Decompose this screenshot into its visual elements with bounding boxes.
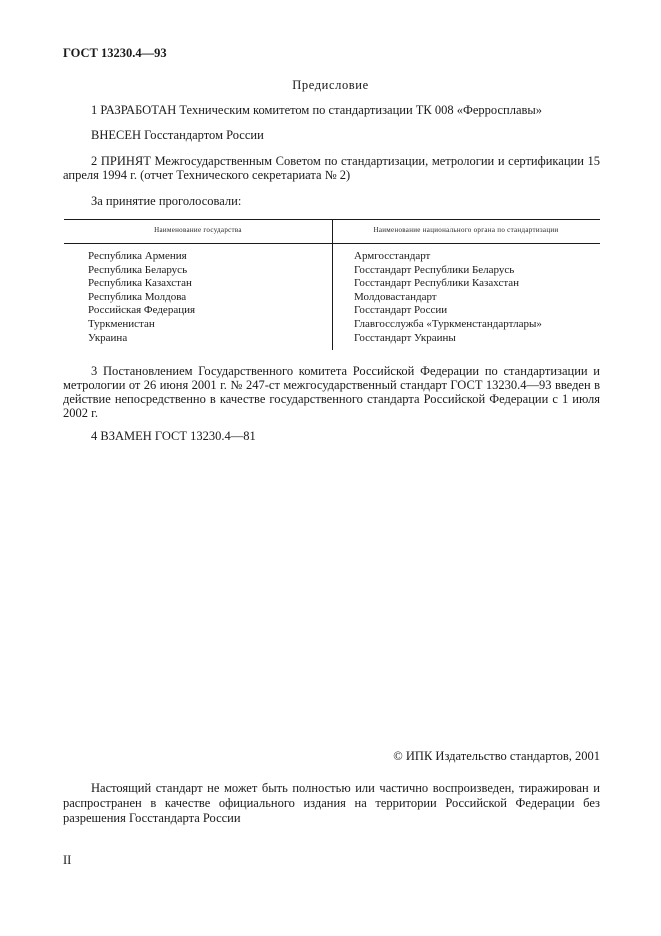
foreword-item-4: 4 ВЗАМЕН ГОСТ 13230.4—81 bbox=[91, 429, 256, 443]
vote-table bbox=[64, 219, 600, 350]
voted-intro: За принятие проголосовали: bbox=[91, 194, 242, 208]
table-header-body: Наименование национального органа по стандартизации bbox=[373, 226, 559, 234]
table-cell-body: Армгосстандарт bbox=[354, 250, 431, 262]
foreword-item-3: 3 Постановлением Государственного комитета Российской Федерации по стандартизации и метрологии от 26 июня 2001 г. № 247-ст межгосударственный стандарт ГОСТ 13230.4—93 введен в действие непосредственно в качестве государственного стандарта Российской Федерации с 1 июля 2002 г. bbox=[63, 364, 600, 420]
table-column-bodies bbox=[354, 250, 542, 345]
foreword-title: Предисловие bbox=[292, 78, 369, 92]
table-cell-body: Главгосслужба «Туркменстандартлары» bbox=[354, 317, 542, 330]
foreword-item-2: 2 ПРИНЯТ Межгосударственным Советом по стандартизации, метрологии и сертификации 15 апреля 1994 г. (отчет Технического секретариата № 2) bbox=[63, 154, 600, 182]
page-number: II bbox=[63, 853, 72, 867]
table-cell-body: Госстандарт России bbox=[354, 304, 448, 317]
table-cell-state: Украина bbox=[88, 331, 128, 344]
foreword-item-1: 1 РАЗРАБОТАН Техническим комитетом по стандартизации ТК 008 «Ферросплавы» bbox=[91, 103, 543, 117]
table-cell-body: Госстандарт Республики Казахстан bbox=[354, 277, 520, 290]
table-cell-state: Республика Казахстан bbox=[88, 277, 192, 290]
table-header-state: Наименование государства bbox=[154, 226, 242, 234]
table-column-divider bbox=[332, 219, 333, 350]
copyright-notice: © ИПК Издательство стандартов, 2001 bbox=[393, 749, 600, 763]
table-cell-state: Туркменистан bbox=[88, 317, 155, 330]
table-cell-state: Российская Федерация bbox=[88, 304, 196, 317]
table-cell-body: Госстандарт Республики Беларусь bbox=[354, 263, 515, 276]
table-cell-state: Республика Беларусь bbox=[88, 263, 188, 276]
reproduction-notice: Настоящий стандарт не может быть полностью или частично воспроизведен, тиражирован и распространен в качестве официального издания на территории Российской Федерации без разрешения Госстандарта России bbox=[63, 781, 600, 825]
table-cell-state: Республика Молдова bbox=[88, 290, 187, 303]
document-code: ГОСТ 13230.4—93 bbox=[63, 46, 167, 60]
foreword-item-1-note: ВНЕСЕН Госстандартом России bbox=[91, 128, 264, 142]
table-cell-body: Госстандарт Украины bbox=[354, 331, 456, 344]
table-cell-body: Молдовастандарт bbox=[354, 290, 437, 303]
table-column-states bbox=[88, 250, 195, 345]
table-cell-state: Республика Армения bbox=[88, 250, 187, 262]
